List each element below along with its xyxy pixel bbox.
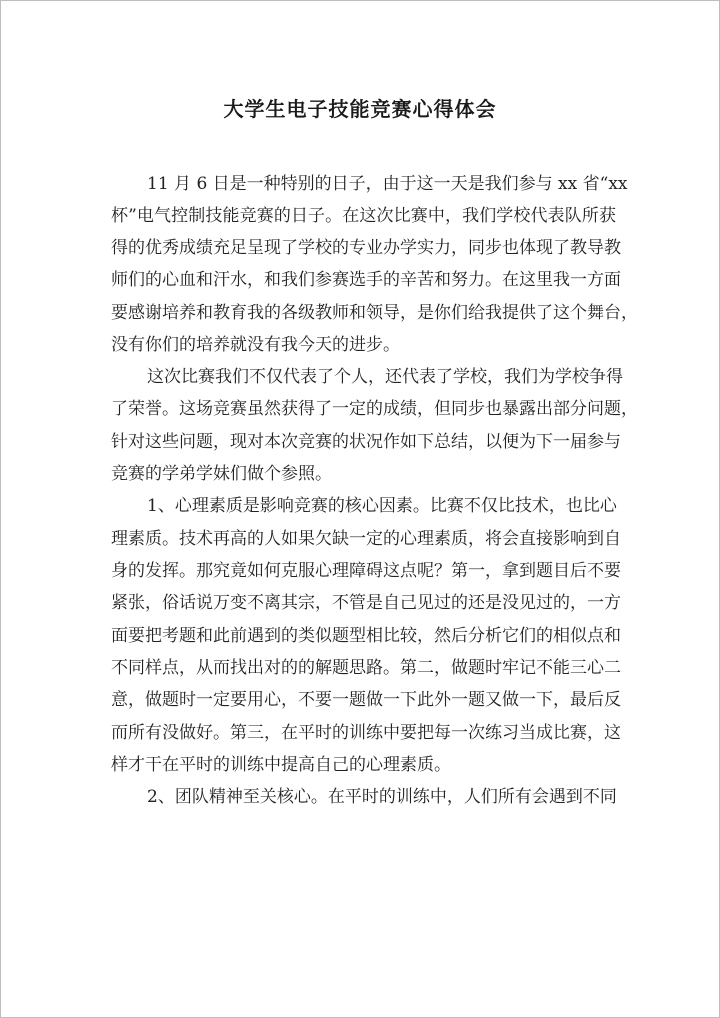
paragraph-3-line-7: 意，做题时一定要用心，不要一题做一下此外一题又做一下，最后反 xyxy=(111,690,621,710)
paragraph-1-line-2: 杯”电气控制技能竞赛的日子。在这次比赛中，我们学校代表队所获 xyxy=(111,206,616,226)
paragraph-3-line-1: 1、心理素质是影响竞赛的核心因素。比赛不仅比技术，也比心 xyxy=(147,496,617,516)
paragraph-3-line-5: 面要把考题和此前遇到的类似题型相比较，然后分析它们的相似点和 xyxy=(111,626,621,646)
paragraph-3-line-4: 紧张，俗话说万变不离其宗，不管是自己见过的还是没见过的，一方 xyxy=(111,593,621,613)
paragraph-1-line-1: 11 月 6 日是一种特别的日子，由于这一天是我们参与 xx 省“xx xyxy=(147,174,628,194)
paragraph-3-line-3: 身的发挥。那究竟如何克服心理障碍这点呢？第一，拿到题目后不要 xyxy=(111,561,621,581)
paragraph-1-line-5: 要感谢培养和教育我的各级教师和领导，是你们给我提供了这个舞台， xyxy=(111,303,638,323)
paragraph-2-line-1: 这次比赛我们不仅代表了个人，还代表了学校，我们为学校争得 xyxy=(147,367,623,387)
paragraph-3-line-9: 样才干在平时的训练中提高自己的心理素质。 xyxy=(111,755,451,775)
paragraph-1-line-6: 没有你们的培养就没有我今天的进步。 xyxy=(111,335,400,355)
document-title: 大学生电子技能竞赛心得体会 xyxy=(223,97,497,121)
paragraph-1-line-3: 得的优秀成绩充足呈现了学校的专业办学实力，同步也体现了教导教 xyxy=(111,238,621,258)
paragraph-3-line-8: 而所有没做好。第三，在平时的训练中要把每一次练习当成比赛，这 xyxy=(111,723,621,743)
paragraph-2-line-4: 竞赛的学弟学妹们做个参照。 xyxy=(111,464,332,484)
paragraph-3-line-2: 理素质。技术再高的人如果欠缺一定的心理素质，将会直接影响到自 xyxy=(111,529,621,549)
paragraph-2-line-3: 针对这些问题，现对本次竞赛的状况作如下总结，以便为下一届参与 xyxy=(111,432,621,452)
paragraph-3-line-6: 不同样点，从而找出对的的解题思路。第二，做题时牢记不能三心二 xyxy=(111,658,621,678)
paragraph-1-line-4: 师们的心血和汗水，和我们参赛选手的辛苦和努力。在这里我一方面 xyxy=(111,270,621,290)
paragraph-2-line-2: 了荣誉。这场竞赛虽然获得了一定的成绩，但同步也暴露出部分问题， xyxy=(111,399,638,419)
paragraph-4-line-1: 2、团队精神至关核心。在平时的训练中，人们所有会遇到不同 xyxy=(147,787,617,807)
